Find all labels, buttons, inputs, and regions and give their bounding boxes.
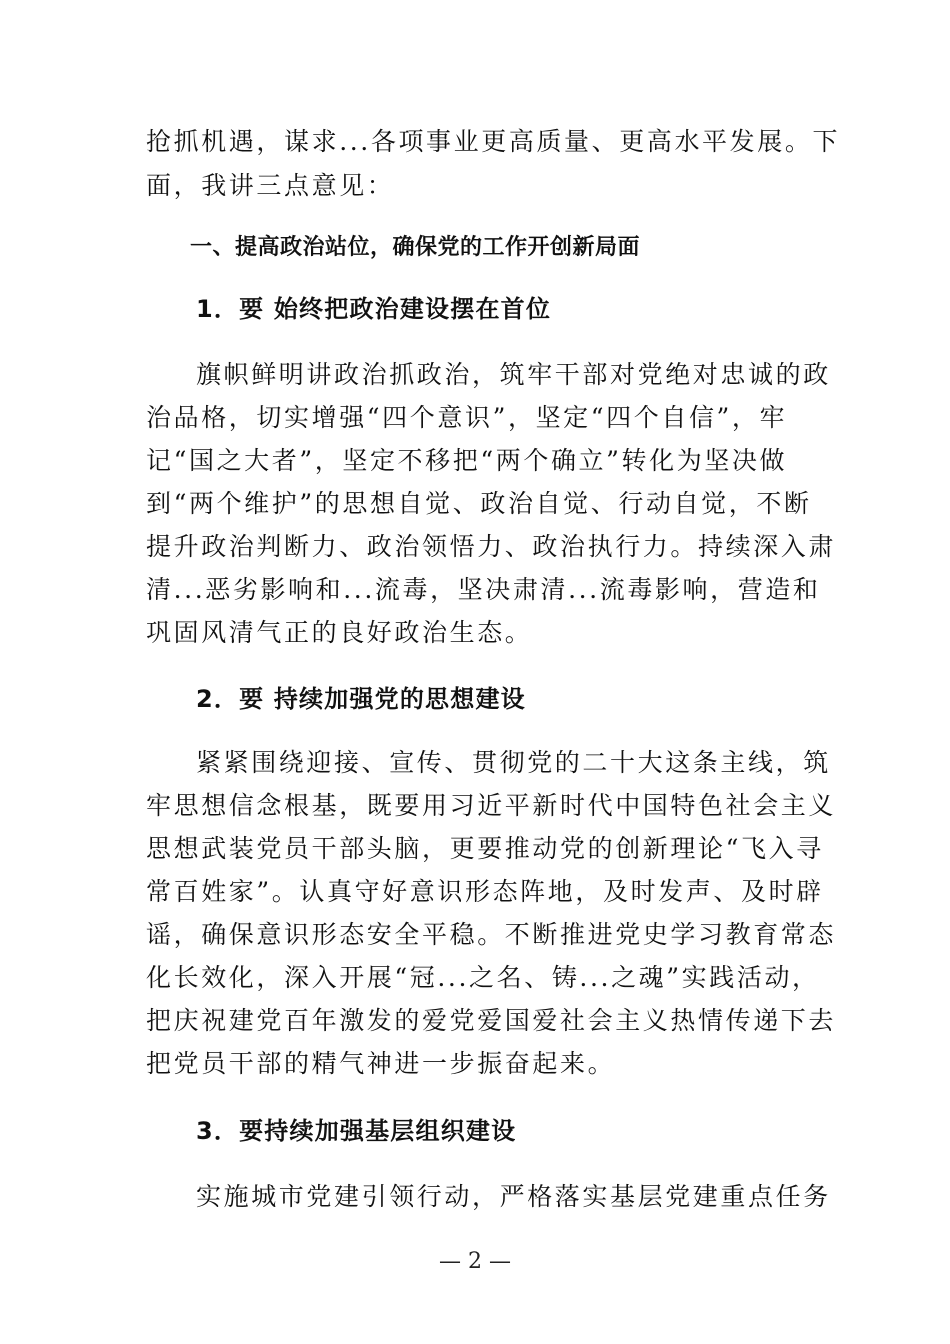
paragraph-2-line-8: 把党员干部的精气神进一步振奋起来。	[146, 1049, 616, 1078]
paragraph-1-line-4: 到“两个维护”的思想自觉、政治自觉、行动自觉，不断	[146, 489, 812, 518]
section-title: 一、提高政治站位，确保党的工作开创新局面	[190, 235, 641, 260]
page-number: — 2 —	[439, 1249, 511, 1274]
paragraph-1-line-5: 提升政治判断力、政治领悟力、政治执行力。持续深入肃	[146, 532, 837, 561]
intro-line-2: 面，我讲三点意见：	[146, 171, 395, 200]
paragraph-2-line-1: 紧紧围绕迎接、宣传、贯彻党的二十大这条主线，筑	[196, 748, 831, 777]
paragraph-2-line-3: 思想武装党员干部头脑，更要推动党的创新理论“飞入寻	[146, 834, 824, 863]
paragraph-3-line-1: 实施城市党建引领行动，严格落实基层党建重点任务	[196, 1182, 831, 1211]
paragraph-2-line-7: 把庆祝建党百年激发的爱党爱国爱社会主义热情传递下去	[146, 1006, 837, 1035]
subsection-heading-2: 2．要 持续加强党的思想建设	[196, 685, 526, 713]
paragraph-1-line-6: 清...恶劣影响和...流毒，坚决肃清...流毒影响，营造和	[146, 575, 821, 604]
paragraph-1-line-7: 巩固风清气正的良好政治生态。	[146, 618, 533, 647]
paragraph-2-line-6: 化长效化，深入开展“冠...之名、铸...之魂”实践活动，	[146, 963, 820, 992]
paragraph-2-line-4: 常百姓家”。认真守好意识形态阵地，及时发声、及时辟	[146, 877, 824, 906]
intro-line-1: 抢抓机遇，谋求...各项事业更高质量、更高水平发展。下	[146, 127, 841, 156]
subsection-heading-3: 3．要持续加强基层组织建设	[196, 1117, 517, 1145]
paragraph-1-line-2: 治品格，切实增强“四个意识”，坚定“四个自信”，牢	[146, 403, 788, 432]
paragraph-1-line-1: 旗帜鲜明讲政治抓政治，筑牢干部对党绝对忠诚的政	[196, 360, 831, 389]
subsection-heading-1: 1．要 始终把政治建设摆在首位	[196, 295, 552, 323]
paragraph-2-line-5: 谣，确保意识形态安全平稳。不断推进党史学习教育常态	[146, 920, 837, 949]
paragraph-2-line-2: 牢思想信念根基，既要用习近平新时代中国特色社会主义	[146, 791, 837, 820]
paragraph-1-line-3: 记“国之大者”，坚定不移把“两个确立”转化为坚决做	[146, 446, 788, 475]
